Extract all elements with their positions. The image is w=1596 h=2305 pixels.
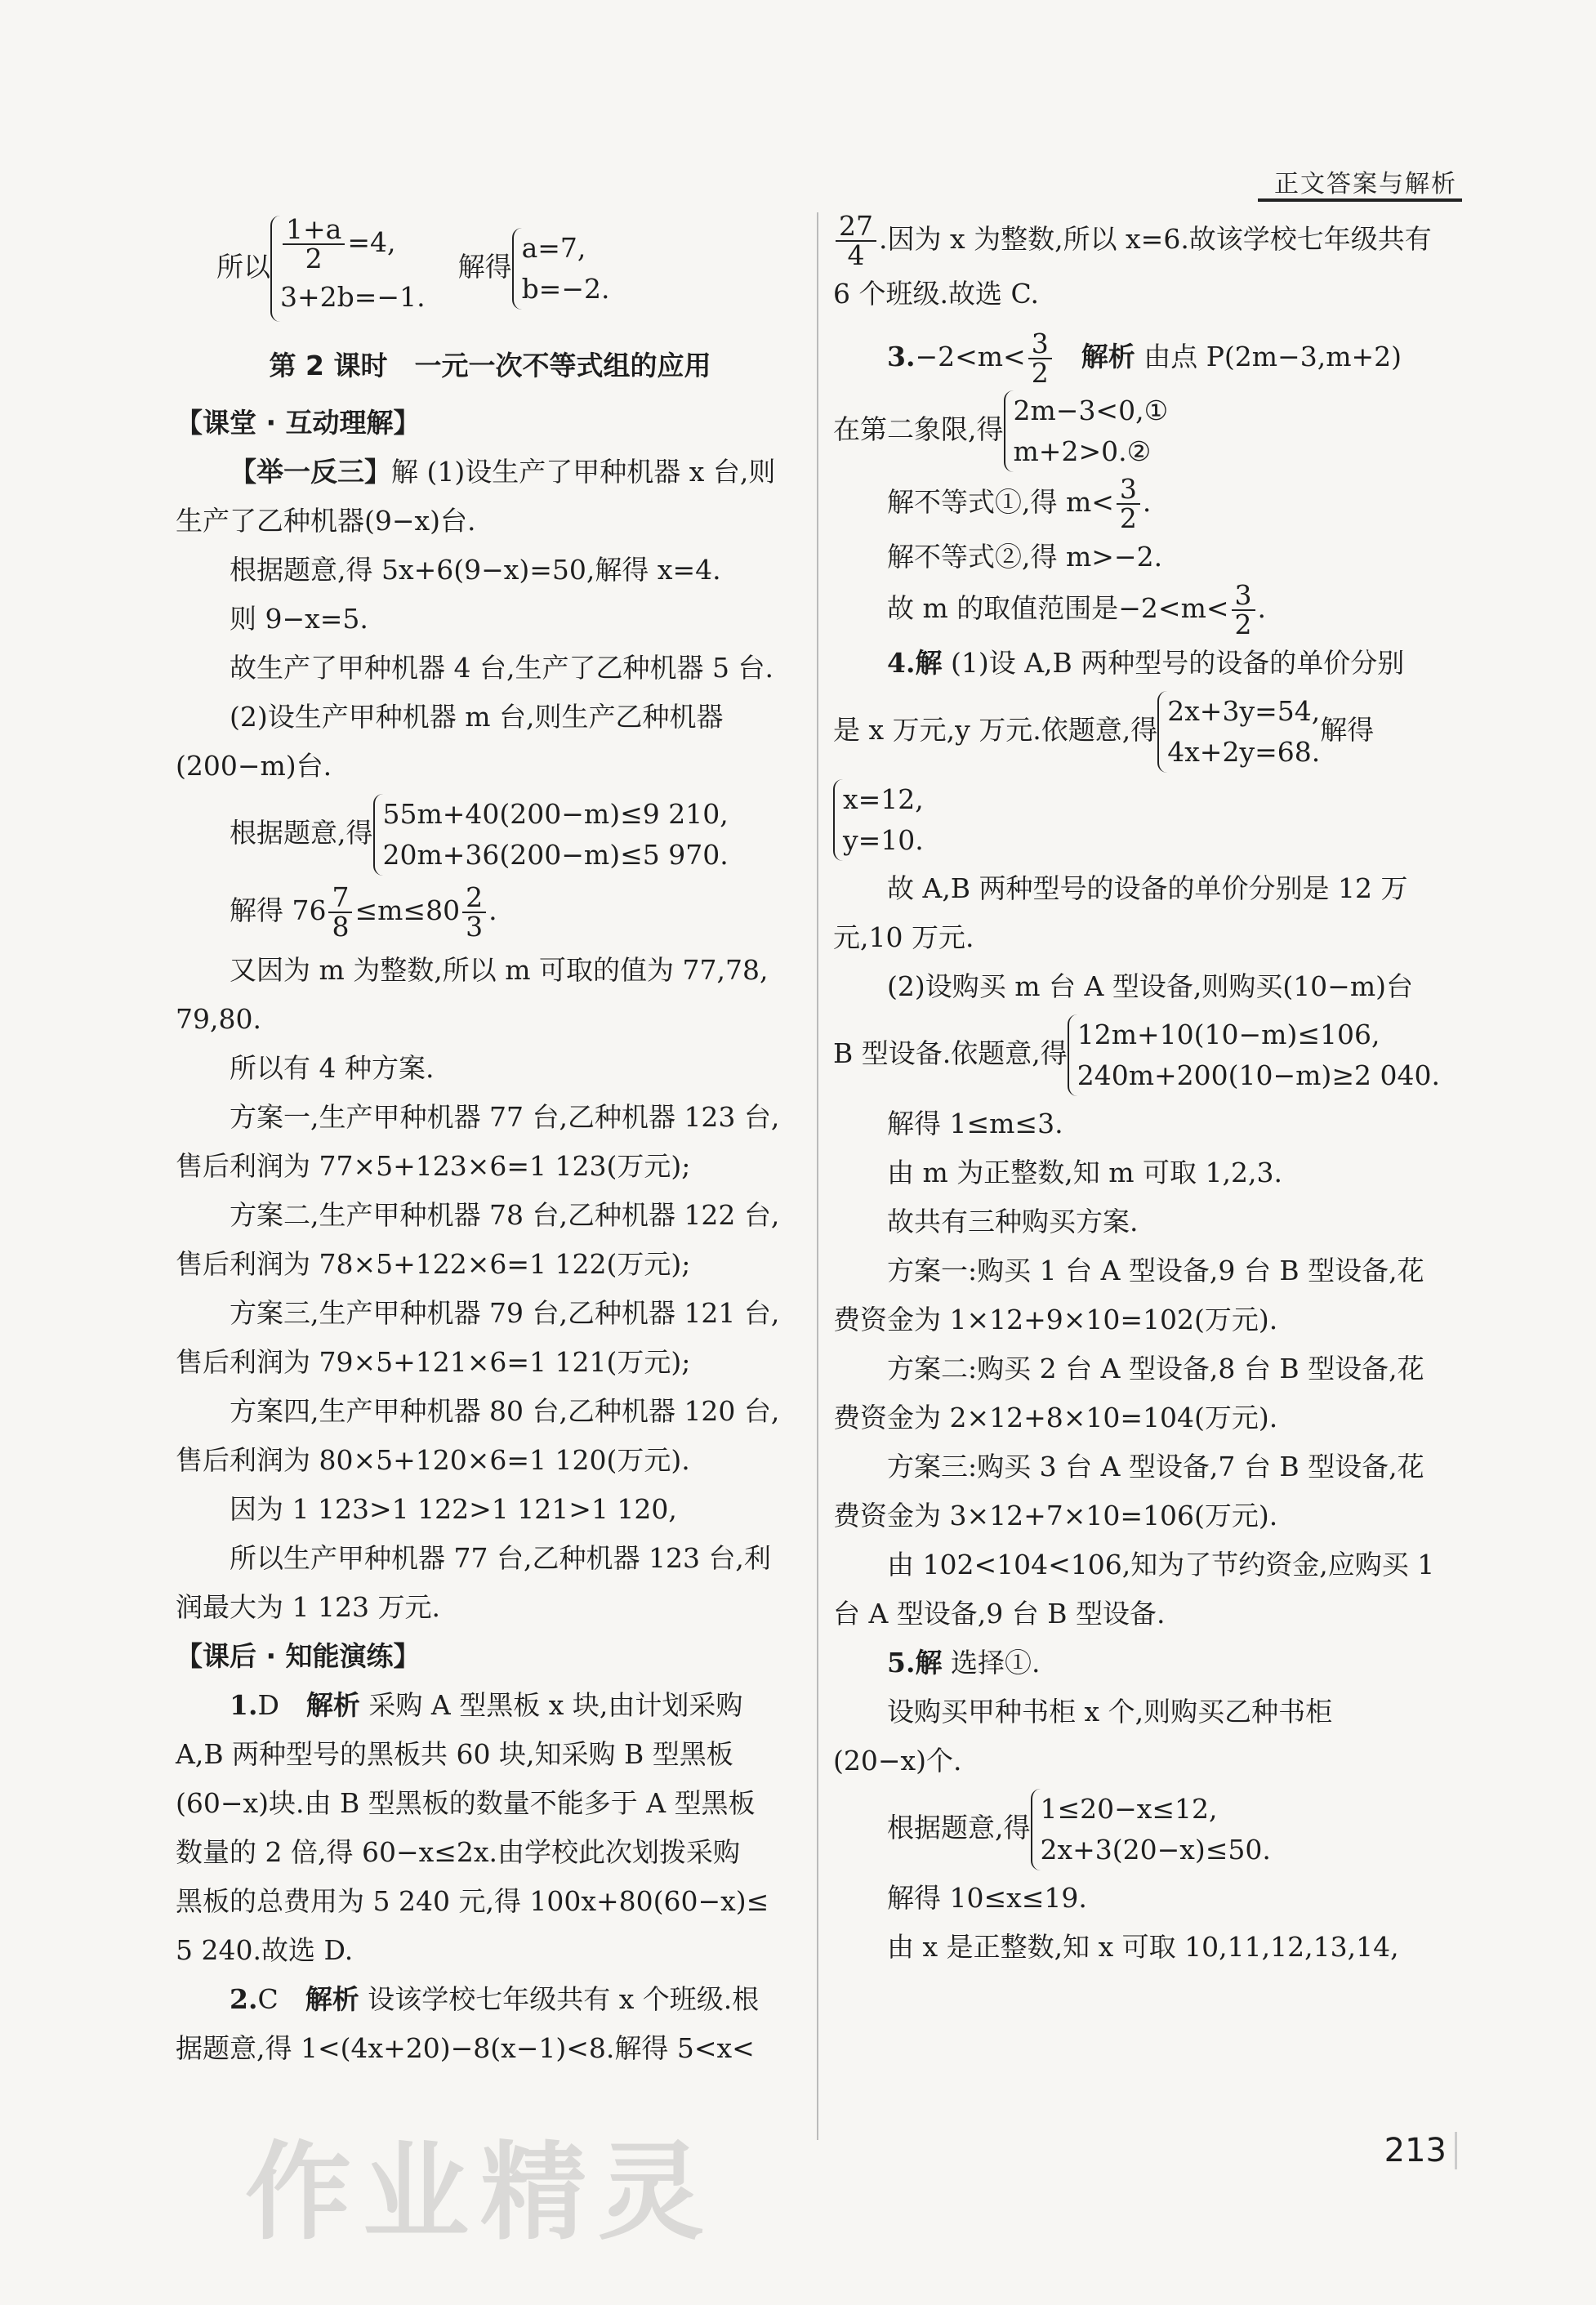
question-2: 2.C 解析 设该学校七年级共有 x 个班级.根 [230, 1983, 760, 2015]
question-5: 5.解 选择①. [887, 1647, 1041, 1679]
paragraph: 故 A,B 两种型号的设备的单价分别是 12 万 [887, 872, 1408, 904]
paragraph: 方案四,生产甲种机器 80 台,乙种机器 120 台, [230, 1395, 780, 1427]
paragraph: 解不等式①,得 m< $\frac{3}{2}$ . [887, 473, 1152, 534]
inequality-system: 根据题意,得 55m+40(200−m)≤9 210, 20m+36(200−m)≤5 970. [176, 791, 805, 879]
paragraph: 79,80. [176, 1003, 261, 1035]
question-1: 1.D 解析 采购 A 型黑板 x 块,由计划采购 [230, 1689, 743, 1721]
section-heading: 【课后 · 知能演练】 [176, 1640, 421, 1672]
paragraph: 6 个班级.故选 C. [833, 278, 1040, 310]
paragraph: 费资金为 2×12+8×10=104(万元). [833, 1402, 1278, 1433]
paragraph: 根据题意,得 5x+6(9−x)=50,解得 x=4. [230, 554, 721, 586]
paragraph: 据题意,得 1<(4x+20)−8(x−1)<8.解得 5<x< [176, 2032, 755, 2064]
paragraph: 台 A 型设备,9 台 B 型设备. [833, 1598, 1166, 1630]
paragraph: 所以有 4 种方案. [230, 1052, 435, 1084]
paragraph: 方案二,生产甲种机器 78 台,乙种机器 122 台, [230, 1199, 780, 1231]
paragraph: 黑板的总费用为 5 240 元,得 100x+80(60−x)≤ [176, 1885, 769, 1917]
paragraph: 方案三:购买 3 台 A 型设备,7 台 B 型设备,花 [887, 1451, 1424, 1482]
paragraph: 设购买甲种书柜 x 个,则购买乙种书柜 [887, 1696, 1333, 1728]
paragraph: 由 102<104<106,知为了节约资金,应购买 1 [887, 1549, 1435, 1581]
paragraph: 方案三,生产甲种机器 79 台,乙种机器 121 台, [230, 1297, 780, 1329]
paragraph: (2)设生产甲种机器 m 台,则生产乙种机器 [230, 701, 724, 733]
paragraph: 润最大为 1 123 万元. [176, 1591, 440, 1623]
paragraph: 费资金为 1×12+9×10=102(万元). [833, 1304, 1278, 1335]
paragraph: $\frac{27}{4}$ .因为 x 为整数,所以 x=6.故该学校七年级共有 [833, 212, 1462, 270]
paragraph: 解得 76 $\frac{7}{8}$ ≤m≤80 $\frac{2}{3}$ . [230, 881, 497, 943]
paragraph: 又因为 m 为整数,所以 m 可取的值为 77,78, [230, 954, 769, 986]
paragraph: 数量的 2 倍,得 60−x≤2x.由学校此次划拨采购 [176, 1836, 740, 1868]
paragraph: 故 m 的取值范围是−2<m< $\frac{3}{2}$ . [887, 579, 1267, 640]
paragraph: (2)设购买 m 台 A 型设备,则购买(10−m)台 [887, 970, 1413, 1002]
paragraph: 解得 1≤m≤3. [887, 1108, 1063, 1139]
running-header: 正文答案与解析 [1274, 170, 1457, 198]
page-number: 213 [1384, 2132, 1457, 2169]
inequality-system: 根据题意,得 1≤20−x≤12, 2x+3(20−x)≤50. [833, 1786, 1462, 1874]
question-4: 4.解 (1)设 A,B 两种型号的设备的单价分别 [887, 647, 1405, 679]
watermark: 作业精灵 [245, 2130, 716, 2254]
header-rule [1258, 198, 1462, 202]
paragraph: 售后利润为 80×5+120×6=1 120(万元). [176, 1444, 690, 1476]
solution-system: x=12, y=10. [833, 776, 1462, 864]
paragraph: A,B 两种型号的黑板共 60 块,知采购 B 型黑板 [176, 1738, 733, 1770]
solution-system: a=7, b=−2. [512, 228, 610, 310]
inequality-system: B 型设备.依题意,得 12m+10(10−m)≤106, 240m+200(10−m)≥2 040. [833, 1011, 1462, 1099]
paragraph: 所以生产甲种机器 77 台,乙种机器 123 台,利 [230, 1542, 771, 1574]
paragraph: (20−x)个. [833, 1745, 962, 1777]
paragraph: 方案一,生产甲种机器 77 台,乙种机器 123 台, [230, 1101, 780, 1133]
section-heading: 【课堂 · 互动理解】 [176, 407, 421, 439]
lesson-title: 第 2 课时 一元一次不等式组的应用 [269, 350, 711, 381]
column-divider [817, 212, 818, 2140]
paragraph: 售后利润为 78×5+122×6=1 122(万元); [176, 1248, 691, 1280]
question-3: 3.−2<m< $\frac{3}{2}$ 解析 由点 P(2m−3,m+2) [887, 328, 1402, 389]
right-column [833, 212, 1462, 1972]
paragraph: (200−m)台. [176, 750, 332, 782]
paragraph: 5 240.故选 D. [176, 1934, 354, 1966]
paragraph: 因为 1 123>1 122>1 121>1 120, [230, 1493, 677, 1525]
paragraph: 由 x 是正整数,知 x 可取 10,11,12,13,14, [887, 1931, 1399, 1963]
equation-system: $\frac{1+a}{2}$ =4, 3+2b=−1. [270, 216, 426, 322]
paragraph: 解不等式②,得 m>−2. [887, 541, 1163, 573]
left-column [176, 212, 805, 2073]
paragraph: 方案一:购买 1 台 A 型设备,9 台 B 型设备,花 [887, 1255, 1424, 1286]
inequality-system: 在第二象限,得 2m−3<0,① m+2>0.② [833, 387, 1462, 475]
answer-system: 所以 $\frac{1+a}{2}$ =4, 3+2b=−1. 解得 a=7, b=−2. [176, 212, 805, 325]
paragraph: 解得 10≤x≤19. [887, 1882, 1087, 1914]
paragraph: 售后利润为 79×5+121×6=1 121(万元); [176, 1346, 691, 1378]
equation-system: 是 x 万元,y 万元.依题意,得 2x+3y=54, 4x+2y=68. 解得 [833, 688, 1462, 776]
paragraph: 则 9−x=5. [230, 603, 368, 635]
paragraph: (60−x)块.由 B 型黑板的数量不能多于 A 型黑板 [176, 1787, 756, 1819]
paragraph: 故生产了甲种机器 4 台,生产了乙种机器 5 台. [230, 652, 773, 684]
paragraph: 元,10 万元. [833, 921, 974, 953]
paragraph: 【举一反三】解 (1)设生产了甲种机器 x 台,则 [230, 456, 776, 488]
paragraph: 费资金为 3×12+7×10=106(万元). [833, 1500, 1278, 1531]
paragraph: 由 m 为正整数,知 m 可取 1,2,3. [887, 1157, 1282, 1188]
paragraph: 故共有三种购买方案. [887, 1206, 1139, 1237]
paragraph: 方案二:购买 2 台 A 型设备,8 台 B 型设备,花 [887, 1353, 1424, 1384]
paragraph: 生产了乙种机器(9−x)台. [176, 505, 476, 537]
paragraph: 售后利润为 77×5+123×6=1 123(万元); [176, 1150, 691, 1182]
